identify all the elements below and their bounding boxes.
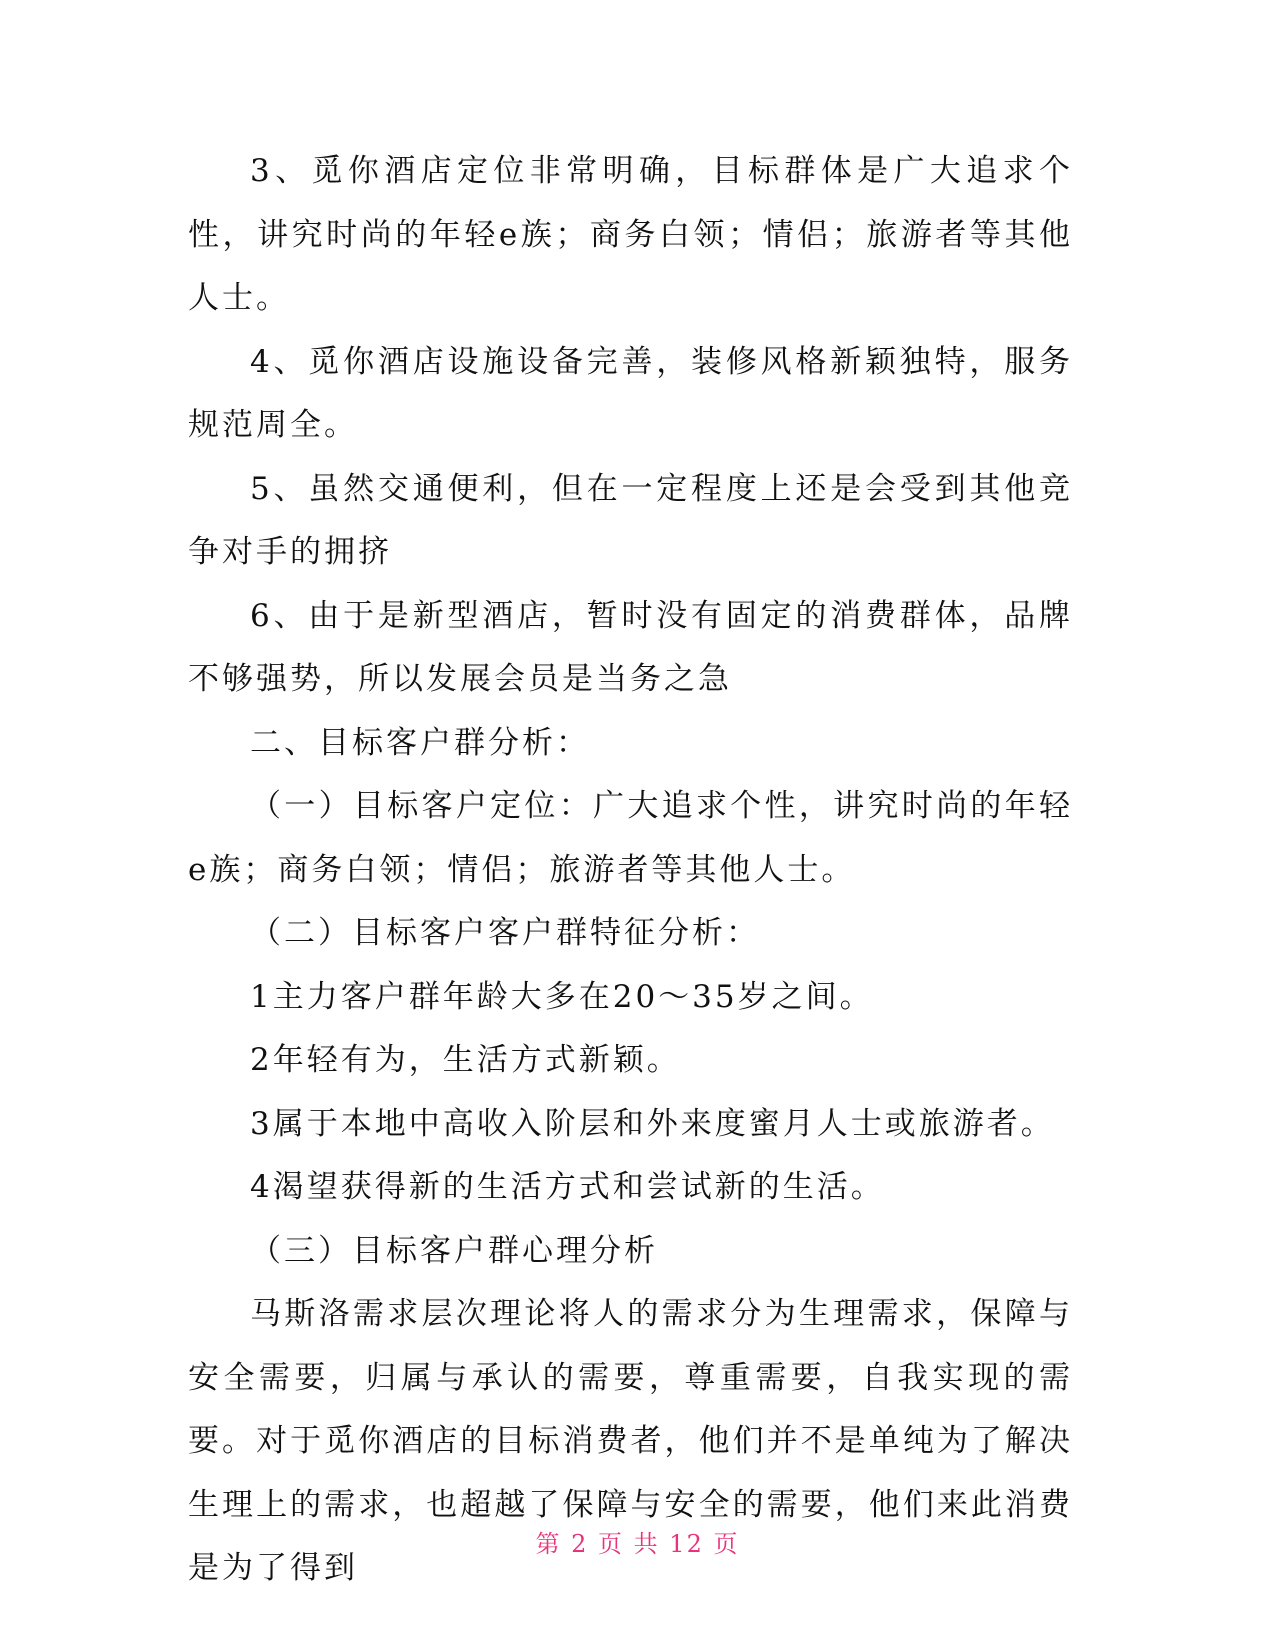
subsection-customer-features: （二）目标客户客户群特征分析： xyxy=(250,915,760,951)
paragraph-3: 3、觅你酒店定位非常明确，目标群体是广大追求个性，讲究时尚的年轻e族；商务白领；情侣；旅游者等其他人士。 xyxy=(188,153,1073,316)
paragraph-5: 5、虽然交通便利，但在一定程度上还是会受到其他竞争对手的拥挤 xyxy=(188,470,1073,570)
feature-item-4: 4渴望获得新的生活方式和尝试新的生活。 xyxy=(250,1169,885,1205)
feature-item-3: 3属于本地中高收入阶层和外来度蜜月人士或旅游者。 xyxy=(250,1105,1055,1142)
document-body xyxy=(188,140,1073,1601)
feature-item-1: 1主力客户群年龄大多在20～35岁之间。 xyxy=(250,978,874,1015)
paragraph-maslow: 马斯洛需求层次理论将人的需求分为生理需求，保障与安全需要，归属与承认的需要，尊重需要，自我实现的需要。对于觅你酒店的目标消费者，他们并不是单纯为了解决生理上的需求，也超越了保障与安全的需要，他们来此消费是为了得到 xyxy=(188,1296,1073,1586)
subsection-customer-psychology: （三）目标客户群心理分析 xyxy=(250,1232,658,1269)
subsection-customer-positioning: （一）目标客户定位：广大追求个性，讲究时尚的年轻e族；商务白领；情侣；旅游者等其他人士。 xyxy=(188,788,1073,888)
feature-item-2: 2年轻有为，生活方式新颖。 xyxy=(250,1042,681,1078)
paragraph-4: 4、觅你酒店设施设备完善，装修风格新颖独特，服务规范周全。 xyxy=(188,343,1073,443)
section-heading-target-customers: 二、目标客户群分析： xyxy=(250,724,590,761)
page-footer xyxy=(0,1524,1275,1559)
page-number: 第 2 页 共 12 页 xyxy=(535,1530,740,1558)
paragraph-6: 6、由于是新型酒店，暂时没有固定的消费群体，品牌不够强势，所以发展会员是当务之急 xyxy=(188,597,1073,697)
